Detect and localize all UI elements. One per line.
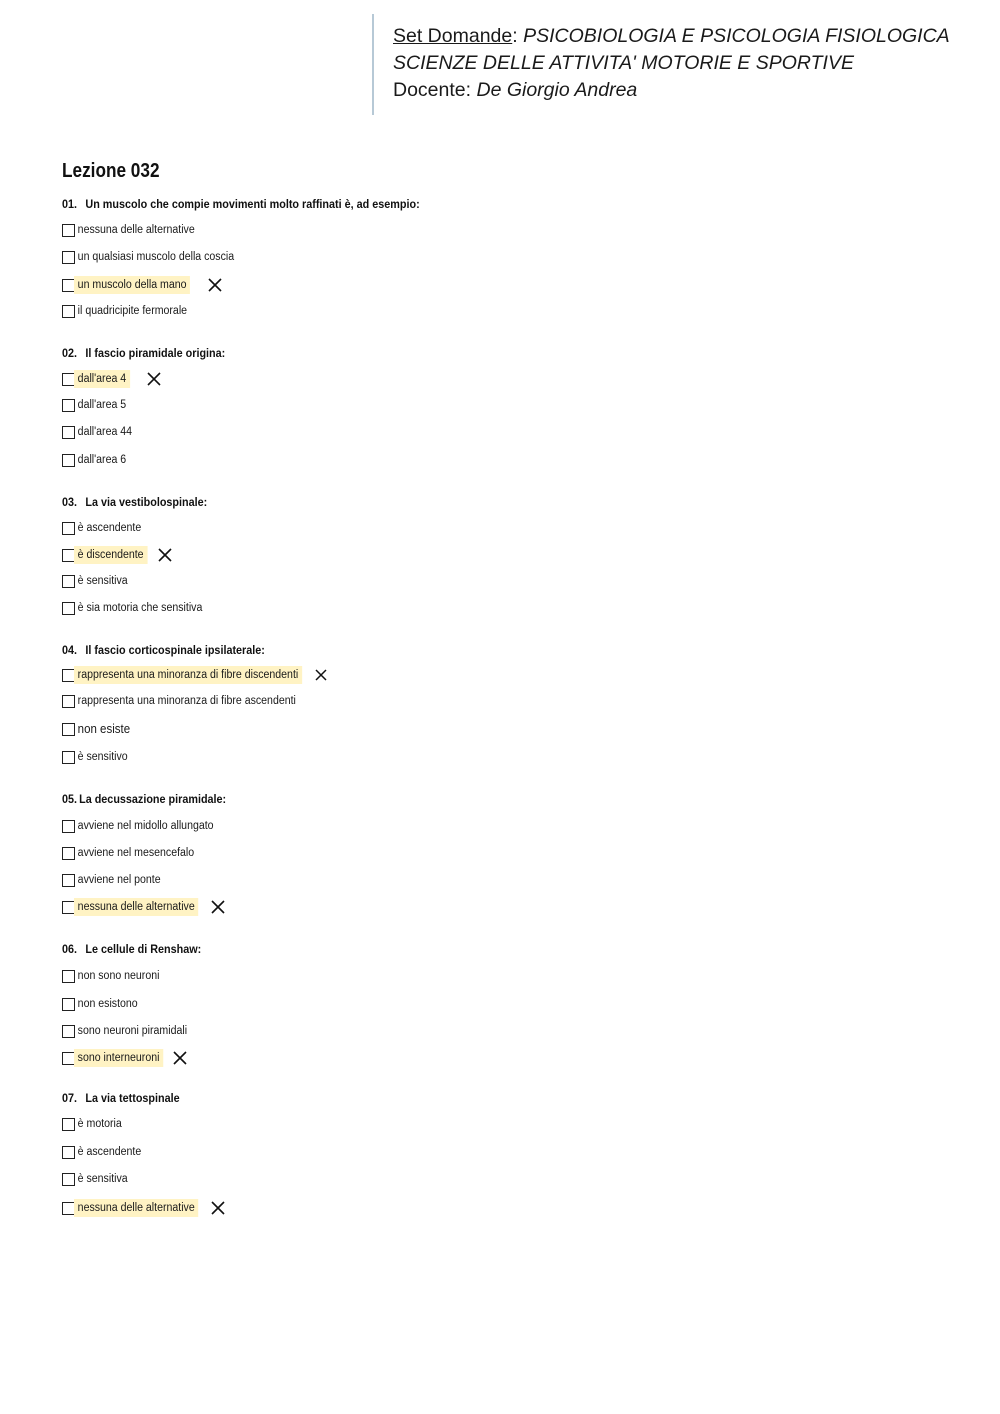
question-number: 03. (62, 495, 78, 509)
answer-label: un qualsiasi muscolo della coscia (77, 251, 235, 263)
answer-option-correct[interactable] (62, 370, 163, 388)
answer-option-correct[interactable] (62, 546, 174, 564)
document-header (372, 14, 962, 115)
answer-label: rappresenta una minoranza di fibre ascendenti (77, 695, 296, 707)
question-number: 07. (62, 1091, 78, 1105)
answer-option-correct[interactable] (62, 276, 224, 294)
question-number: 01. (62, 197, 78, 211)
answer-label: non sono neuroni (77, 970, 160, 982)
question-text: La via tettospinale (85, 1091, 180, 1105)
answer-label: è motoria (77, 1118, 122, 1130)
answer-label: rappresenta una minoranza di fibre discendenti (74, 666, 302, 684)
set-label: Set Domande (393, 25, 513, 47)
answer-option[interactable] (62, 692, 319, 710)
answer-option[interactable] (62, 871, 172, 889)
answer-label: sono interneuroni (74, 1049, 163, 1067)
question-text: La via vestibolospinale: (85, 495, 208, 509)
answer-label: dall'area 5 (77, 399, 127, 411)
question-title (62, 197, 420, 211)
answer-option[interactable] (62, 396, 135, 414)
teacher-name: De Giorgio Andrea (476, 79, 638, 101)
question-text: Le cellule di Renshaw: (85, 942, 202, 956)
answer-option-correct[interactable] (62, 898, 227, 916)
cross-mark-icon (171, 1049, 189, 1067)
answer-label: è sensitivo (77, 751, 128, 763)
question-title (62, 1091, 180, 1105)
answer-option[interactable] (62, 451, 135, 469)
question-title (62, 346, 225, 360)
question-text: Il fascio corticospinale ipsilaterale: (85, 643, 265, 657)
answer-option[interactable] (62, 248, 252, 266)
set-line (393, 23, 962, 50)
question-text: La decussazione piramidale: (79, 792, 227, 806)
cross-mark-icon (209, 898, 227, 916)
question-number: 02. (62, 346, 78, 360)
answer-label: sono neuroni piramidali (77, 1025, 188, 1037)
answer-label: dall'area 6 (77, 454, 127, 466)
teacher-label: Docente: (393, 79, 472, 101)
answer-label: il quadricipite fermorale (77, 305, 188, 317)
answer-label: non esistono (77, 998, 138, 1010)
answer-label: non esiste (77, 722, 131, 736)
answer-label: avviene nel mesencefalo (77, 847, 195, 859)
answer-option[interactable] (62, 1115, 130, 1133)
answer-label: è sensitiva (77, 575, 128, 587)
answer-label: è sia motoria che sensitiva (77, 602, 203, 614)
answer-label: nessuna delle alternative (74, 1199, 198, 1217)
answer-option-correct[interactable] (62, 1049, 189, 1067)
answer-option[interactable] (62, 1170, 136, 1188)
course-title-line1: PSICOBIOLOGIA E PSICOLOGIA FISIOLOGICA (523, 25, 950, 47)
answer-option[interactable] (62, 599, 218, 617)
answer-label: dall'area 44 (77, 426, 133, 438)
answer-option[interactable] (62, 748, 136, 766)
set-colon: : (512, 25, 518, 47)
answer-option[interactable] (62, 844, 209, 862)
answer-label: avviene nel ponte (77, 874, 161, 886)
answer-option[interactable] (62, 967, 171, 985)
answer-option[interactable] (62, 221, 209, 239)
question-title (62, 495, 207, 509)
answer-label: è discendente (74, 546, 147, 564)
answer-option[interactable] (62, 817, 230, 835)
answer-option[interactable] (62, 1022, 201, 1040)
lesson-title: Lezione 032 (62, 160, 160, 182)
answer-label: dall'area 4 (74, 370, 130, 388)
answer-label: nessuna delle alternative (74, 898, 198, 916)
answer-option[interactable] (62, 572, 136, 590)
question-number: 04. (62, 643, 78, 657)
course-title-line2: SCIENZE DELLE ATTIVITA' MOTORIE E SPORTIVE (393, 52, 854, 74)
answer-option-correct[interactable] (62, 1199, 227, 1217)
answer-label: è ascendente (77, 1146, 142, 1158)
question-number: 06. (62, 942, 78, 956)
answer-option-correct[interactable] (62, 666, 330, 684)
answer-label: nessuna delle alternative (77, 224, 195, 236)
cross-mark-icon (145, 370, 163, 388)
answer-label: è sensitiva (77, 1173, 128, 1185)
question-title (62, 792, 226, 806)
answer-label: è ascendente (77, 522, 142, 534)
question-text: Un muscolo che compie movimenti molto raffinati è, ad esempio: (85, 197, 420, 211)
cross-mark-icon (209, 1199, 227, 1217)
answer-option[interactable] (62, 995, 147, 1013)
teacher-line (393, 77, 962, 104)
question-number: 05. (62, 792, 78, 806)
cross-mark-icon (206, 276, 224, 294)
question-title (62, 942, 201, 956)
question-title (62, 643, 265, 657)
answer-option[interactable] (62, 302, 201, 320)
cross-mark-icon (312, 666, 330, 684)
answer-label: avviene nel midollo allungato (77, 820, 214, 832)
cross-mark-icon (156, 546, 174, 564)
question-text: Il fascio piramidale origina: (85, 346, 226, 360)
answer-label: un muscolo della mano (74, 276, 190, 294)
answer-option[interactable] (62, 423, 141, 441)
answer-option[interactable] (62, 720, 139, 738)
answer-option[interactable] (62, 519, 151, 537)
answer-option[interactable] (62, 1143, 151, 1161)
